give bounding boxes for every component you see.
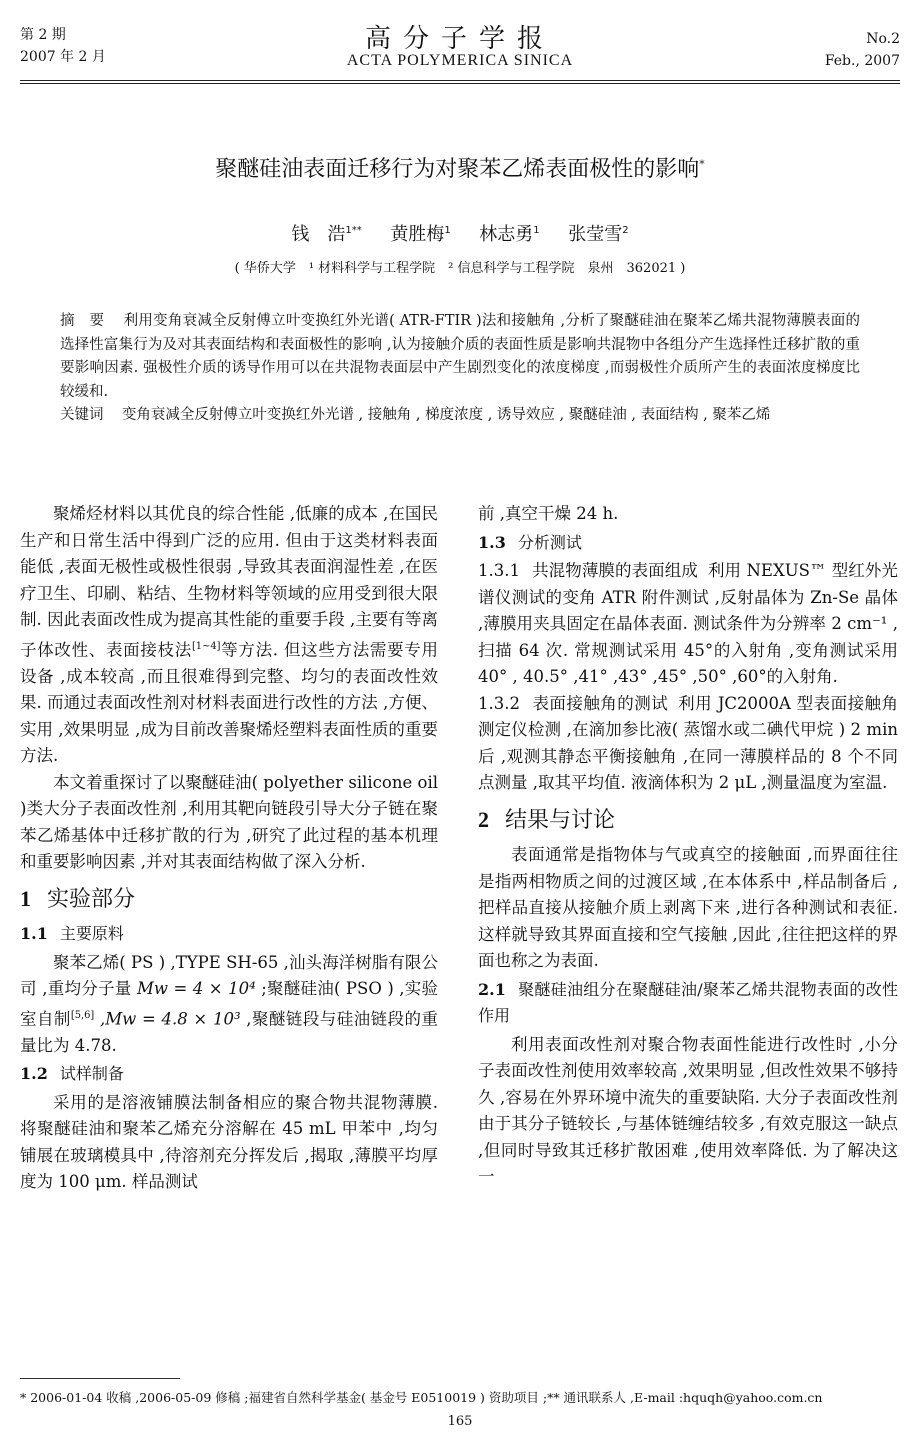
issue-date-cn: 2007 年 2 月 [20,49,106,65]
continued-paragraph: 前 ,真空干燥 24 h. [478,504,619,523]
subsection-heading-1-1: 1.1 主要原料 [20,924,124,943]
modification-paragraph: 利用表面改性剂对聚合物表面性能进行改性时 ,小分子表面改性剂使用效率较高 ,效果明显 ,但改性效果不够持久 ,容易在外界环境中流失的重要缺陷. 大分子表面改性剂由于其分子链较长 ,与基体链缠结较多 ,有效克服这一缺点 ,但同时导致其迁移扩散困难 ,使用效率降低. 为了解决这一 [478,1034,898,1186]
abstract [60,310,860,404]
keywords-label: 关键词 [60,407,104,423]
section-heading-2: 2 结果与讨论 [478,806,616,833]
journal-title-cn: 高分子学报 [364,24,555,54]
author: 黄胜梅$^1$ [390,224,451,245]
keywords [60,404,860,428]
header-rule-thin [20,83,900,84]
issue-number-en: No.2 [866,31,900,47]
keywords-text: 变角衰减全反射傅立叶变换红外光谱 , 接触角 , 梯度浓度 , 诱导效应 , 聚醚硅油 , 表面结构 , 聚苯乙烯 [121,407,771,423]
citation: [1~4] [191,640,221,652]
issue-date-en: Feb., 2007 [824,53,900,69]
author: 林志勇$^1$ [479,224,540,245]
results-paragraph: 表面通常是指物体与气或真空的接触面 ,而界面往往是指两相物质之间的过渡区域 ,在本体系中 ,样品制备后 ,把样品直接从接触介质上剥离下来 ,进行各种测试和表征. 这样就导致其界面直接和空气接触 ,因此 ,往往把这样的界面也称之为表面. [478,845,898,970]
issue-number-cn: 第 2 期 [20,27,66,43]
author-list [0,220,920,246]
abstract-label: 摘 要 [60,313,105,329]
title-footnote-mark: * [699,157,705,171]
section-heading-1: 1 实验部分 [20,885,136,912]
subsection-heading-1-2: 1.2 试样制备 [20,1064,124,1083]
left-column [20,501,438,1196]
right-column [478,501,898,1191]
abstract-text: 利用变角衰减全反射傅立叶变换红外光谱( ATR-FTIR )法和接触角 ,分析了聚醚硅油在聚苯乙烯共混物薄膜表面的选择性富集行为及对其表面结构和表面极性的影响 ,认为接触介质的表面性质是影响共混物中各组分产生选择性迁移扩散的重要影响因素. 强极性介质的诱导作用可以在共混物表面层中产生剧烈变化的浓度梯度 ,而弱极性介质所产生的表面浓度梯度比较缓和. [60,313,861,400]
header-rule [20,80,900,81]
footnote-rule [20,1378,180,1379]
intro-paragraph-1: 聚烯烃材料以其优良的综合性能 ,低廉的成本 ,在国民生产和日常生活中得到广泛的应用. 但由于这类材料表面能低 ,表面无极性或极性很弱 ,导致其表面润湿性差 ,在医疗卫生、印刷、粘结、生物材料等领域的应用受到很大限制. 因此表面改性成为提高其性能的重要手段 ,主要有等离子体改性、表面接枝法[1~4]等方法. 但这些方法需要专用设备 ,成本较高 ,而且很难得到完整、均匀的表面改性效果. 而通过表面改性剂对材料表面进行改性的方法 ,方便、实用 ,效果明显 ,成为目前改善聚烯烃塑料表面性质的重要方法. [20,504,438,765]
affiliation: ( 华侨大学 ¹ 材料科学与工程学院 ² 信息科学与工程学院 泉州 362021 ) [234,261,686,276]
materials-paragraph: 聚苯乙烯( PS ) ,TYPE SH-65 ,汕头海洋树脂有限公司 ,重均分子量 Mw = 4 × 10⁴ ;聚醚硅油( PSO ) ,实验室自制[5,6] ,Mw = 4.8 × 10³ ,聚醚链段与硅油链段的重量比为 4.78. [20,952,439,1055]
author: 张莹雪$^2$ [568,224,629,245]
running-header-left [20,24,106,68]
running-header-right [700,28,900,72]
page-number: 165 [447,1414,473,1429]
sample-prep-paragraph: 采用的是溶液铺膜法制备相应的聚合物共混物薄膜. 将聚醚硅油和聚苯乙烯充分溶解在 45 mL 甲苯中 ,均匀铺展在玻璃模具中 ,待溶剂充分挥发后 ,揭取 ,薄膜平均厚度为 100 μm. 样品测试 [20,1092,438,1191]
journal-title-en: ACTA POLYMERICA SINICA [346,52,574,69]
paper-title-text: 聚醚硅油表面迁移行为对聚苯乙烯表面极性的影响 [215,157,700,182]
contact-angle-paragraph: 1.3.2 表面接触角的测试 利用 JC2000A 型表面接触角测定仪检测 ,在滴加参比液( 蒸馏水或二碘代甲烷 ) 2 min 后 ,观测其静态平衡接触角 ,在同一薄膜样品的 8 个不同点测量 ,取其平均值. 液滴体积为 2 μL ,测量温度为室温. [478,693,898,792]
intro-paragraph-2: 本文着重探讨了以聚醚硅油( polyether silicone oil )类大分子表面改性剂 ,利用其靶向链段引导大分子链在聚苯乙烯基体中迁移扩散的行为 ,研究了此过程的基本机理和重要影响因素 ,并对其表面结构做了深入分析. [20,772,438,871]
subsection-heading-2-1: 2.1 聚醚硅油组分在聚醚硅油/聚苯乙烯共混物表面的改性作用 [478,979,898,1025]
abstract-block [60,310,860,428]
subsection-heading-1-3: 1.3 分析测试 [478,532,582,552]
composition-paragraph: 1.3.1 共混物薄膜的表面组成 利用 NEXUS™ 型红外光谱仪测试的变角 ATR 附件测试 ,反射晶体为 Zn-Se 晶体 ,薄膜用夹具固定在晶体表面. 测试条件为分辨率 2 cm⁻¹ ,扫描 64 次. 常规测试采用 45°的入射角 ,变角测试采用 40° , 40.5° ,41° ,43° ,45° ,50° ,60°的入射角. [478,561,898,686]
paper-title [0,152,920,183]
footnote: * 2006-01-04 收稿 ,2006-05-09 修稿 ;福建省自然科学基金( 基金号 E0510019 ) 资助项目 ;** 通讯联系人 ,E-mail :hquqh@yahoo.com.cn [20,1390,823,1405]
author: 钱 浩$^{1**}$ [291,224,362,245]
citation: [5,6] [70,1009,95,1021]
